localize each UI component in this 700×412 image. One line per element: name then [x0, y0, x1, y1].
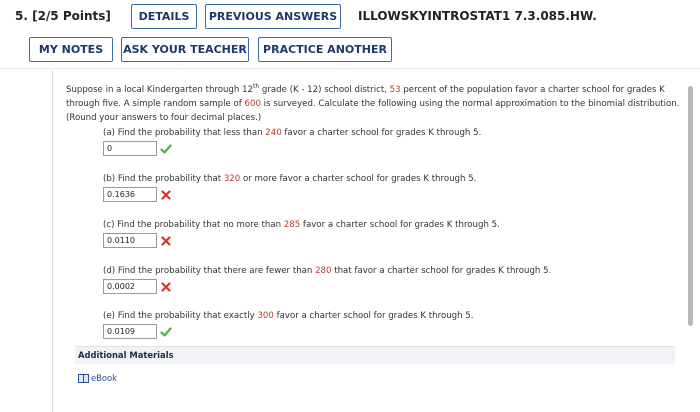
- scrollbar[interactable]: [688, 86, 693, 326]
- book-icon: [78, 374, 89, 383]
- my-notes-button[interactable]: MY NOTES: [29, 37, 113, 62]
- correct-check-icon: [160, 143, 172, 155]
- header-divider: [0, 68, 700, 69]
- assignment-code: ILLOWSKYINTROSTAT1 7.3.085.HW.: [358, 9, 597, 23]
- part-c-text: (c) Find the probability that no more than: [103, 220, 284, 230]
- practice-another-button[interactable]: PRACTICE ANOTHER: [258, 37, 392, 62]
- ebook-link[interactable]: [78, 373, 117, 383]
- part-d-question: [103, 266, 551, 276]
- part-e-text-end: favor a charter school for grades K through 5.: [273, 311, 474, 321]
- additional-materials-title: Additional Materials: [78, 350, 174, 360]
- question-number: 5. [2/5 Points]: [15, 9, 111, 23]
- intro-text-4: is surveyed. Calculate the following using the normal approximation to the binomial distribution. (Round your answers to four decimal places.): [66, 98, 680, 123]
- part-b-answer-field[interactable]: 0.1636: [103, 187, 157, 202]
- part-a-answer-field[interactable]: 0: [103, 141, 157, 156]
- sample-size-value: 600: [244, 98, 261, 109]
- part-b-number: 320: [223, 174, 241, 184]
- part-c-answer-field[interactable]: 0.0110: [103, 233, 157, 248]
- part-d-text: (d) Find the probability that there are fewer than: [103, 266, 316, 276]
- part-d-answer-field[interactable]: 0.0002: [103, 279, 157, 294]
- ebook-label[interactable]: eBook: [91, 373, 117, 383]
- correct-check-icon: [160, 326, 172, 338]
- part-b-text-end: or more favor a charter school for grades K through 5.: [240, 174, 477, 184]
- part-b-text: (b) Find the probability that: [103, 174, 224, 184]
- part-a-number: 240: [265, 128, 282, 138]
- percent-value: 53: [389, 84, 401, 95]
- part-c-text-end: favor a charter school for grades K through 5.: [300, 220, 500, 230]
- part-d-text-end: that favor a charter school for grades K through 5.: [331, 266, 552, 276]
- part-e-number: 300: [257, 311, 274, 321]
- part-a-text: (a) Find the probability that less than: [103, 128, 266, 138]
- part-a-question: [103, 128, 481, 138]
- ask-your-teacher-button[interactable]: ASK YOUR TEACHER: [121, 37, 249, 62]
- part-c-number: 285: [283, 220, 301, 230]
- part-e-answer-field[interactable]: 0.0109: [103, 324, 157, 339]
- question-header: [0, 0, 700, 68]
- panel-left-border: [52, 70, 53, 412]
- previous-answers-button[interactable]: PREVIOUS ANSWERS: [205, 4, 341, 29]
- intro-text-1: Suppose in a local Kindergarten through 12: [66, 84, 254, 95]
- intro-superscript: th: [253, 83, 260, 90]
- incorrect-x-icon: [161, 190, 171, 200]
- part-e-question: [103, 311, 473, 321]
- intro-text-3: percent of the population favor a charter school for grades K through five. A simple random sample of: [66, 84, 665, 109]
- additional-materials-header: [75, 346, 675, 364]
- part-d-number: 280: [315, 266, 332, 276]
- part-b-question: [103, 174, 476, 184]
- part-e-text: (e) Find the probability that exactly: [103, 311, 258, 321]
- problem-statement: [66, 80, 681, 125]
- part-c-question: [103, 220, 500, 230]
- intro-text-2: grade (K - 12) school district,: [259, 84, 390, 95]
- details-button[interactable]: DETAILS: [131, 4, 197, 29]
- incorrect-x-icon: [161, 282, 171, 292]
- incorrect-x-icon: [161, 236, 171, 246]
- part-a-text-end: favor a charter school for grades K through 5.: [281, 128, 482, 138]
